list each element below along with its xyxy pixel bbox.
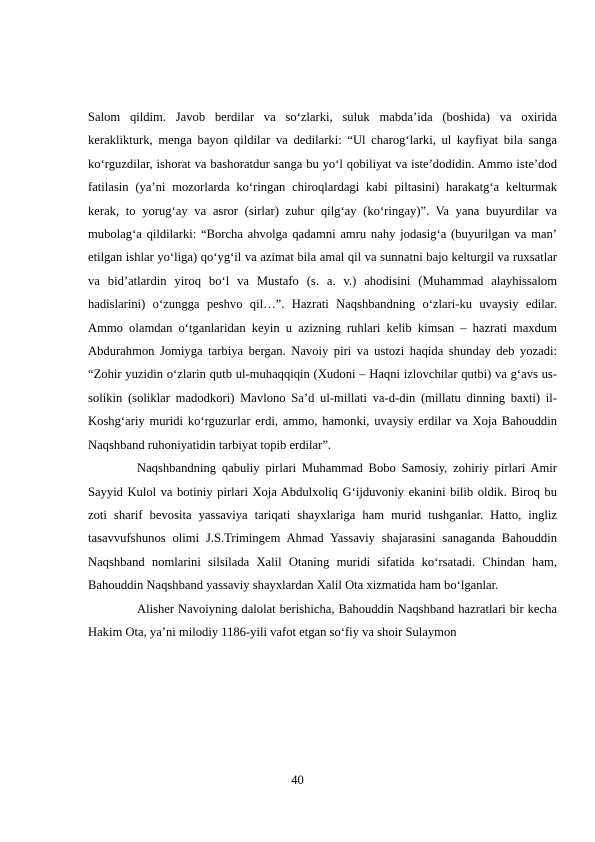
paragraph-2: Naqshbandning qabuliy pirlari Muhammad Bobo Samosiy, zohiriy pirlari Amir Sayyid Kulol va botiniy pirlari Xoja Abdulxoliq G‘ijduvoniy ekanini bilib oldik. Biroq bu zoti sharif bevosita yassaviya tariqati shayxlariga ham murid tushganlar. Hatto, ingliz tasavvufshunos olimi J.S.Trimingem Ahmad Yassaviy shajarasini sanaganda Bahouddin Naqshband nomlarini silsilada Xalil Otaning muridi sifatida ko‘rsatadi. Chindan ham, Bahouddin Naqshband yassaviy shayxlardan Xalil Ota xizmatida ham bo‘lganlar. bbox=[88, 461, 557, 593]
paragraph-1: Salom qildim. Javob berdilar va so‘zlarki, suluk mabda’ida (boshida) va oxirida keraklikturk, menga bayon qildilar va dedilarki: “Ul charog‘larki, ul kayfiyat bila sanga ko‘rguzdilar, ishorat va bashoratdur sanga bu yo‘l qobiliyat va iste’dodidin. Ammo iste’dod fatilasin (ya’ni mozorlarda ko‘ringan chiroqlardagi kabi piltasini) harakatg‘a kelturmak kerak, to yorug‘ay va asror (sirlar) zuhur qilg‘ay (ko‘ringay)”. Va yana buyurdilar va mubolag‘a qildilarki: “Borcha ahvolga qadamni amru nahy jodasig‘a (buyurilgan va man’ etilgan ishlar yo‘liga) qo‘yg‘il va azimat bila amal qil va sunnatni bajo kelturgil va ruxsatlar va bid’atlardin yiroq bo‘l va Mustafo (s. a. v.) ahodisini (Muhammad alayhissalom hadislarini) o‘zungga peshvo qil…”. Hazrati Naqshbandning o‘zlari-ku uvaysiy edilar. Ammo olamdan o‘tganlaridan keyin u azizning ruhlari kelib kimsan – hazrati maxdum Abdurahmon Jomiyga tarbiya bergan. Navoiy piri va ustozi haqida shunday deb yozadi: “Zohir yuzidin o‘zlarin qutb ul-muhaqqiqin (Xudoni – Haqni izlovchilar qutbi) va g‘avs us-solikin (soliklar madodkori) Mavlono Sa’d ul-millati va-d-din (millatu dinning baxti) il-Koshg‘ariy muridi ko‘rguzurlar erdi, ammo, hamonki, uvaysiy erdilar va Xoja Bahouddin Naqshband ruhoniyatidin tarbiyat topib erdilar”. bbox=[88, 110, 557, 452]
page-number: 40 bbox=[291, 773, 304, 787]
paragraph-3: Alisher Navoiyning dalolat berishicha, Bahouddin Naqshband hazratlari bir kecha Hakim Ota, ya’ni milodiy 1186-yili vafot etgan so‘fiy va shoir Sulaymon bbox=[88, 601, 557, 639]
document-page bbox=[88, 106, 557, 644]
